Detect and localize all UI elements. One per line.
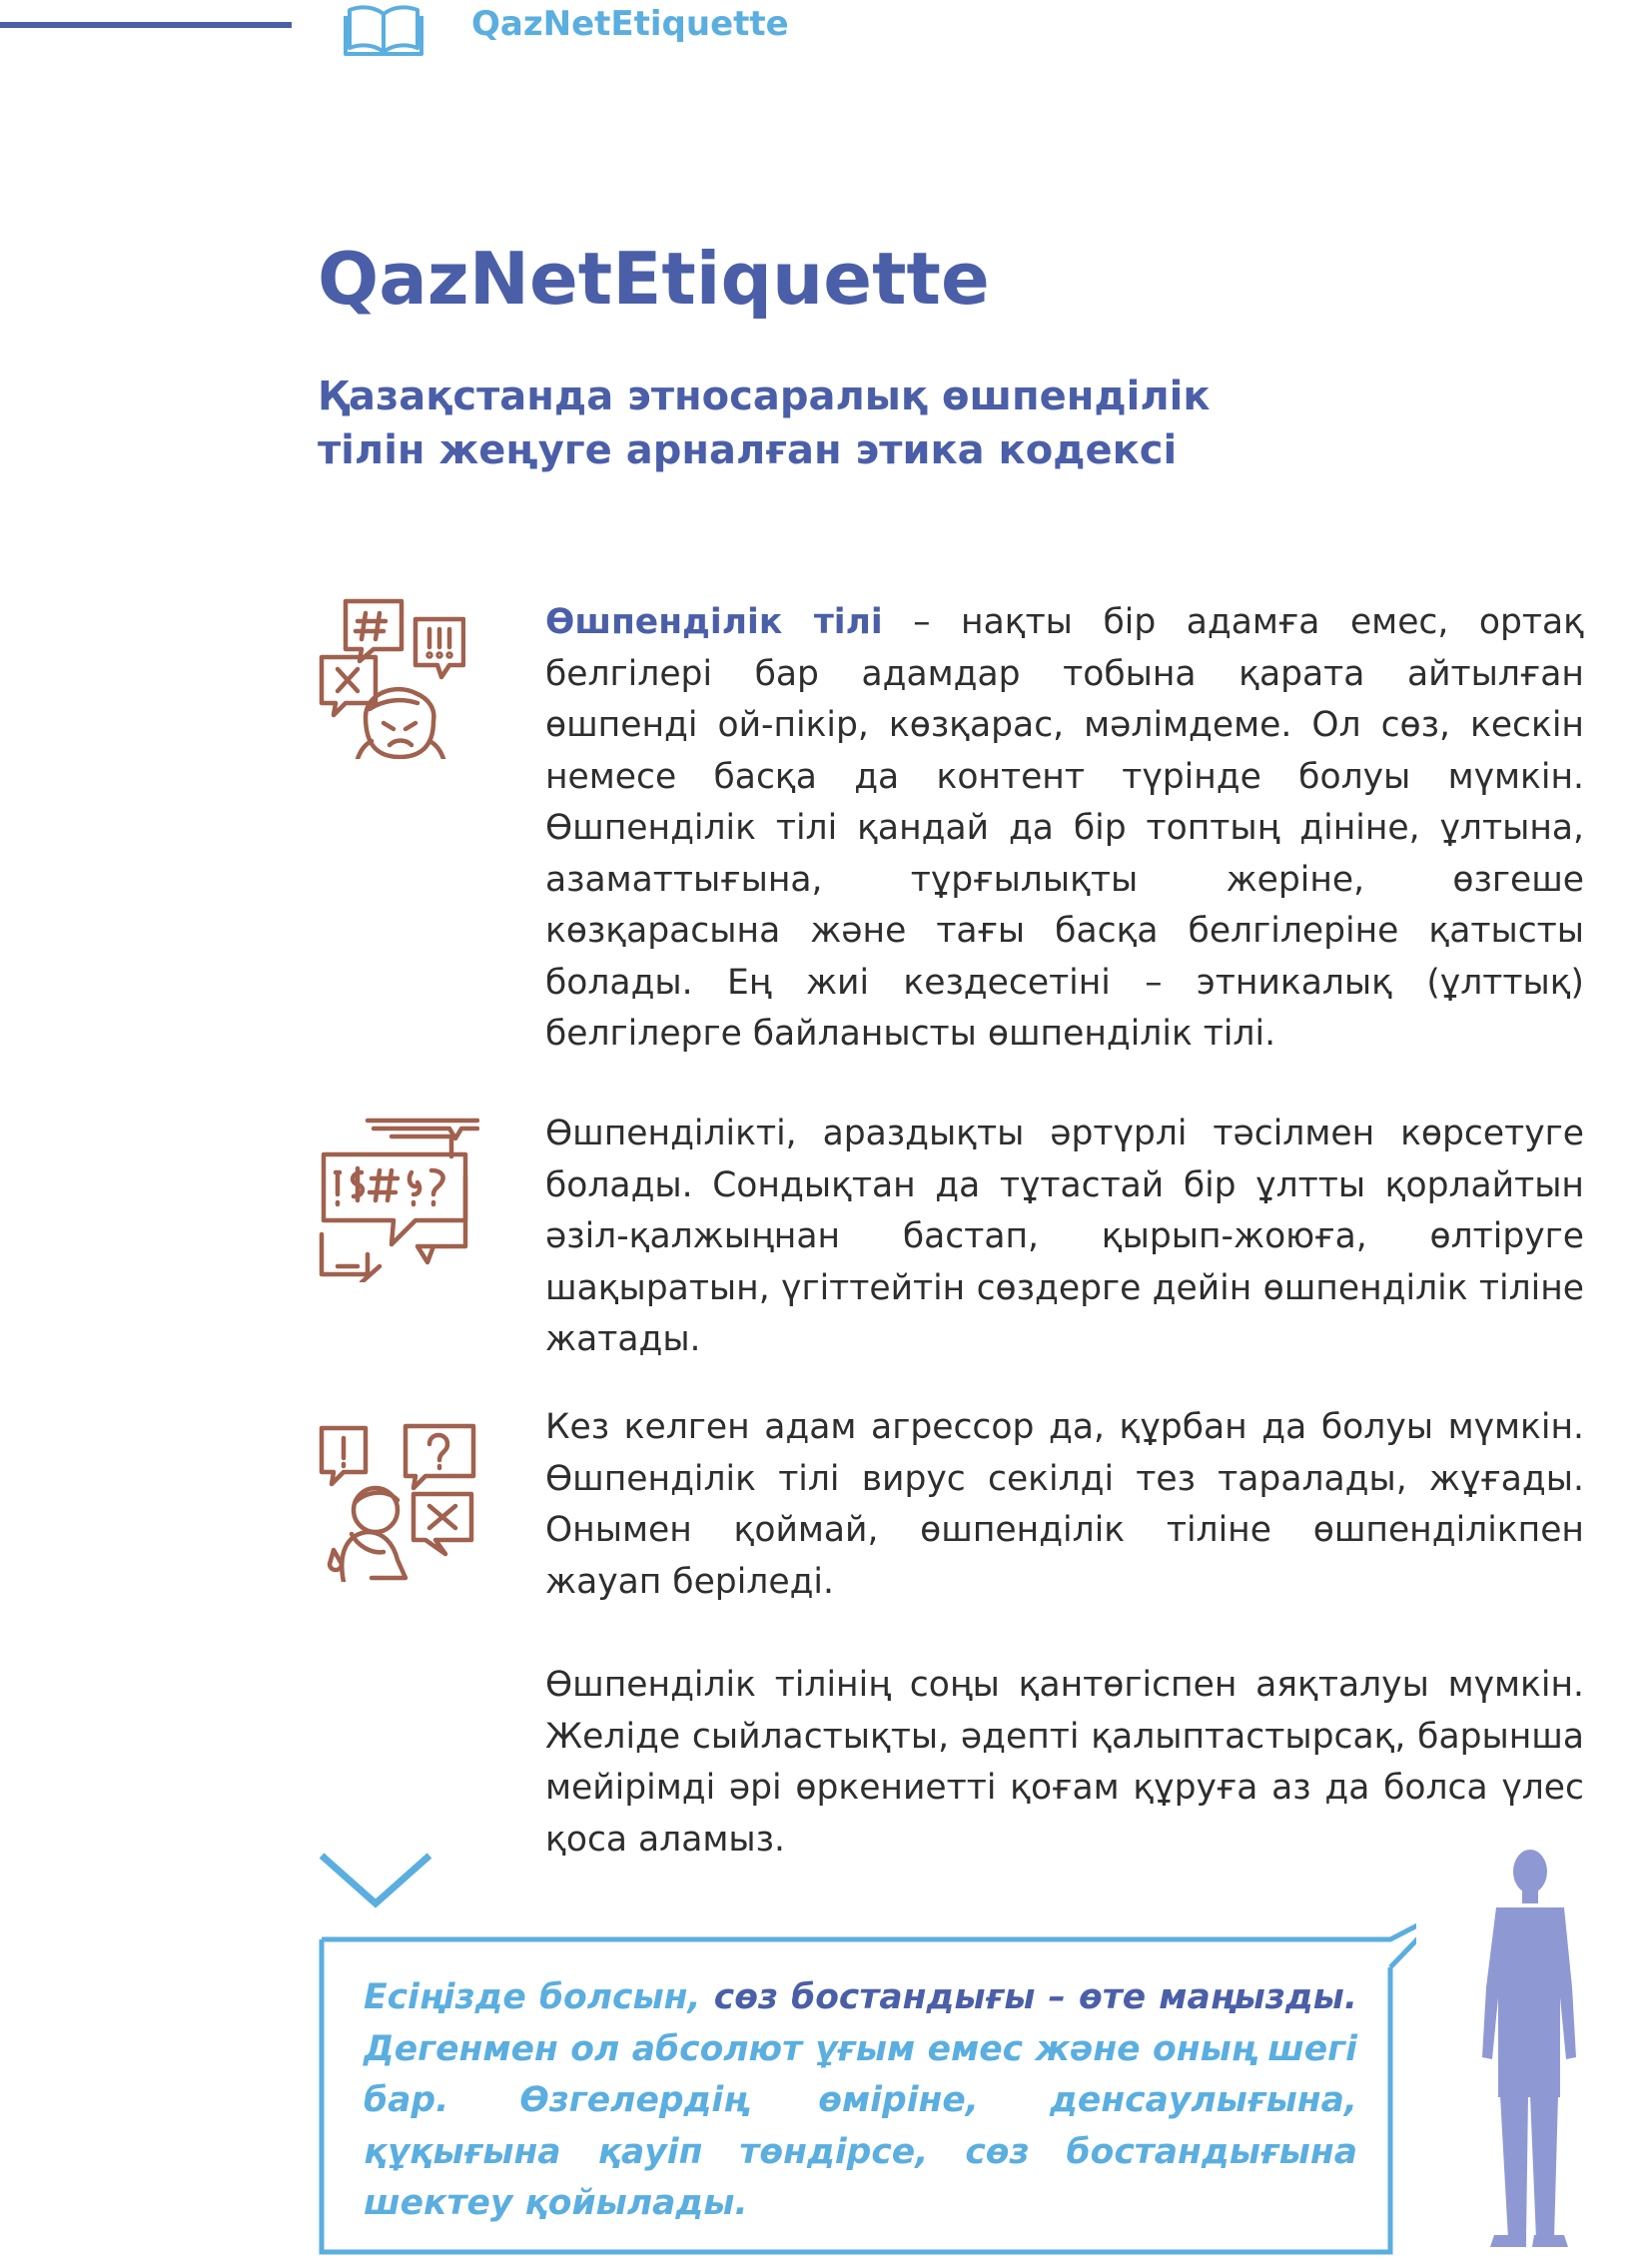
- section-paragraph: [545, 597, 1584, 1061]
- brand-name: QazNetEtiquette: [471, 4, 789, 44]
- callout-part: Есіңізде болсын,: [364, 1977, 714, 2017]
- callout-emphasis: сөз бостандығы – өте маңызды.: [713, 1977, 1357, 2017]
- section-text: – нақты бір адамға емес, ортақ белгілері бар адамдар тобына қарата айтылған өшпенді ой-пікір, көзқарас, мәлімдеме. Ол сөз, кескін немесе басқа да контент түрінде болуы мүмкін. Өшпенділік тілі қандай да бір топтың дініне, ұлтына, азаматтығына, тұрғылықты жеріне, өзгеше көзқарасына және тағы басқа белгілеріне қатысты болады. Ең жиі кездесетіні – этникалық (ұлттық) белгілерге байланысты өшпенділік тілі.: [545, 602, 1584, 1054]
- victim-aggressor-icon: [318, 1422, 479, 1582]
- term-highlight: Өшпенділік тілі: [545, 602, 883, 642]
- page-title: QazNetEtiquette: [318, 237, 990, 321]
- open-book-icon: [344, 2, 423, 56]
- page-subtitle: [318, 370, 1366, 477]
- callout-part: Дегенмен ол абсолют ұғым емес және оның шегі бар. Өзгелердің өміріне, денсаулығына, құқығына қауіп төндірсе, сөз бостандығына шектеу қойылады.: [364, 2028, 1357, 2223]
- subtitle-line: Қазақстанда этносаралық өшпенділік: [318, 374, 1211, 419]
- section-paragraph: Өшпенділік тілінің соңы қантөгіспен аяқталуы мүмкін. Желіде сыйластықты, әдепті қалыптастырсақ, барынша мейірімді әрі өркениетті қоғам құруға аз да болса үлес қоса аламыз.: [545, 1665, 1584, 1860]
- section-paragraph: Өшпенділікті, араздықты әртүрлі тәсілмен көрсетуге болады. Сондықтан да тұтастай бір ұлтты қорлайтын әзіл-қалжыңнан бастап, қырып-жоюға, өлтіруге шақыратын, үгіттейтін сөздерге дейін өшпенділік тіліне жатады.: [545, 1114, 1584, 1359]
- subtitle-line: тілін жеңуге арналған этика кодексі: [318, 427, 1178, 473]
- swearing-speech-bubbles-icon: [318, 1117, 479, 1282]
- hate-speech-chat-icon: [318, 597, 465, 759]
- callout-text: [364, 1972, 1357, 2230]
- header-accent-bar: [0, 22, 292, 28]
- standing-man-icon: [1468, 1848, 1588, 2247]
- section-paragraph: Кез келген адам агрессор да, құрбан да болуы мүмкін. Өшпенділік тілі вирус секілді тез таралады, жұғады. Онымен қоймай, өшпенділік тіліне өшпенділікпен жауап беріледі.: [545, 1407, 1584, 1602]
